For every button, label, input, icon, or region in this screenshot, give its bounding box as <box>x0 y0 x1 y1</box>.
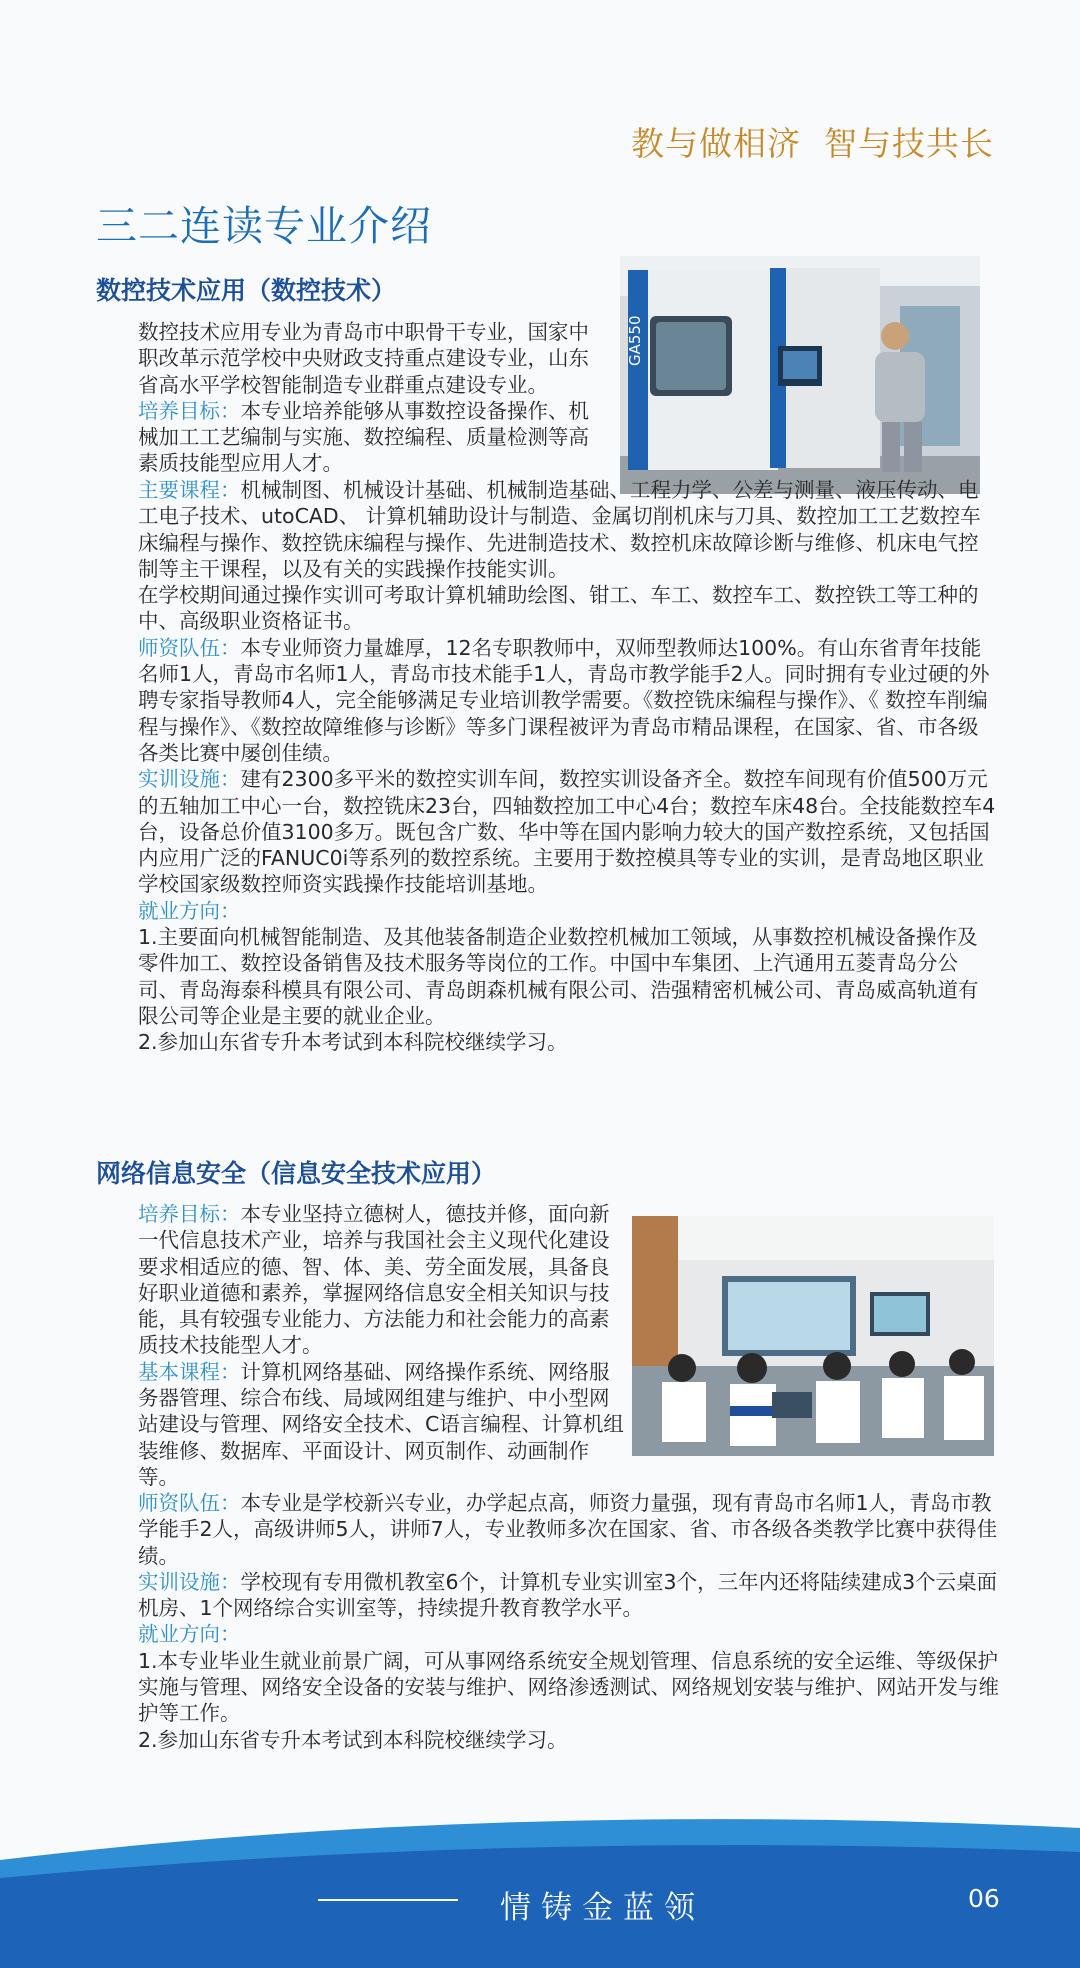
section2-courses-text: 计算机网络基础、网络操作系统、网络服务器管理、综合布线、局域网组建与维护、中小型网站建设与管理、网络安全技术、C语言编程、计算机组装维修、数据库、平面设计、网页制作、动画制作等。 <box>138 1359 624 1489</box>
section1-career-label: 就业方向： <box>138 898 241 923</box>
page-number: 06 <box>968 1884 1000 1913</box>
section1-intro-block <box>96 319 604 477</box>
section2-facility-label: 实训设施： <box>138 1569 241 1594</box>
section1-heading: 数控技术应用（数控技术） <box>96 276 397 305</box>
section2-courses <box>96 1359 628 1490</box>
slogan: 教与做相济 智与技共长 <box>631 124 994 163</box>
section1-teacher-label: 师资队伍： <box>138 635 241 660</box>
section2-heading: 网络信息安全（信息安全技术应用） <box>96 1159 497 1188</box>
section1-facility-label: 实训设施： <box>138 767 241 792</box>
section1-courses-text: 机械制图、机械设计基础、机械制造基础、工程力学、公差与测量、液压传动、电工电子技术、utoCAD、 计算机辅助设计与制造、金属切削机床与刀具、数控加工工艺数控车床编程与操作、数控铣床编程与操作、先进制造技术、数控机床故障诊断与维修、机床电气控制等主干课程，以及有关的实践操作技能实训。 <box>138 478 981 581</box>
footer <box>0 1800 1080 1968</box>
section1-goal <box>96 398 604 477</box>
section1-teachers-text: 本专业师资力量雄厚，12名专职教师中，双师型教师达100%。有山东省青年技能名师1人，青岛市名师1人，青岛市技术能手1人，青岛市教学能手2人。同时拥有专业过硬的外聘专家指导教师4人，完全能够满足专业培训教学需要。《数控铣床编程与操作》、《 数控车削编程与操作》、《数控故障维修与诊断》等多门课程被评为青岛市精品课程，在国家、省、市各级各类比赛中屡创佳绩。 <box>138 635 990 765</box>
section2-goal <box>96 1201 628 1359</box>
section2-teachers <box>96 1490 1002 1569</box>
section2-course-label: 基本课程： <box>138 1359 241 1384</box>
section2-career-label: 就业方向： <box>138 1622 241 1647</box>
section2-body <box>96 1490 1002 1753</box>
section2-goal-label: 培养目标： <box>138 1202 241 1226</box>
section1-certificates: 在学校期间通过操作实训可考取计算机辅助绘图、钳工、车工、数控车工、数控铁工等工种的中、高级职业资格证书。 <box>138 583 979 634</box>
computer-lab-photo <box>632 1216 994 1456</box>
section2-facilities <box>96 1569 1002 1622</box>
section2-career-1: 1.本专业毕业生就业前景广阔，可从事网络系统安全规划管理、信息系统的安全运维、等级保护实施与管理、网络安全设备的安装与维护、网络渗透测试、网络规划安装与维护、网站开发与维护等工作。 <box>138 1648 999 1726</box>
section1-career-1: 1.主要面向机械智能制造、及其他装备制造企业数控机械加工领域，从事数控机械设备操作及零件加工、数控设备销售及技术服务等岗位的工作。中国中车集团、上汽通用五菱青岛分公司、青岛海泰科模具有限公司、青岛朗森机械有限公司、浩强精密机械公司、青岛威高轨道有限公司等企业是主要的就业企业。 <box>138 925 979 1028</box>
section2-teacher-label: 师资队伍： <box>138 1491 241 1515</box>
section2-teachers-text: 本专业是学校新兴专业，办学起点高，师资力量强，现有青岛市名师1人，青岛市教学能手2人，高级讲师5人，讲师7人，专业教师多次在国家、省、市各级各类教学比赛中获得佳绩。 <box>138 1491 998 1568</box>
section1-body <box>96 477 996 1056</box>
page-title: 三二连读专业介绍 <box>96 202 432 250</box>
section1-goal-label: 培养目标： <box>138 398 241 423</box>
section1-teachers <box>96 635 996 766</box>
section1-courses <box>96 477 996 582</box>
section1-facilities <box>96 766 996 897</box>
section2-intro-block <box>96 1201 628 1490</box>
section1-intro: 数控技术应用专业为青岛市中职骨干专业，国家中职改革示范学校中央财政支持重点建设专业，山东省高水平学校智能制造专业群重点建设专业。 <box>138 320 589 397</box>
section1-goal-text: 本专业培养能够从事数控设备操作、机械加工工艺编制与实施、数控编程、质量检测等高素质技能型应用人才。 <box>138 398 589 476</box>
section2-facilities-text: 学校现有专用微机教室6个，计算机专业实训室3个，三年内还将陆续建成3个云桌面机房、1个网络综合实训室等，持续提升教育教学水平。 <box>138 1569 998 1621</box>
section1-career-heading <box>96 898 996 924</box>
section1-course-label: 主要课程： <box>138 478 241 502</box>
section1-career-2: 2.参加山东省专升本考试到本科院校继续学习。 <box>138 1030 568 1055</box>
footer-slogan: 情铸金蓝领 <box>500 1890 705 1926</box>
section2-career-heading <box>96 1621 1002 1647</box>
section2-career-2: 2.参加山东省专升本考试到本科院校继续学习。 <box>138 1727 568 1752</box>
svg-text:GA550: GA550 <box>626 315 644 366</box>
cnc-machine-photo <box>620 256 980 494</box>
section1-facilities-text: 建有2300多平米的数控实训车间，数控实训设备齐全。数控车间现有价值500万元的五轴加工中心一台，数控铣床23台，四轴数控加工中心4台；数控车床48台。全技能数控车4台，设备总价值3100多万。既包含广数、华中等在国内影响力较大的国产数控系统，又包括国内应用广泛的FANUC0i等系列的数控系统。主要用于数控模具等专业的实训，是青岛地区职业学校国家级数控师资实践操作技能培训基地。 <box>138 767 996 897</box>
section2-goal-text: 本专业坚持立德树人，德技并修，面向新一代信息技术产业，培养与我国社会主义现代化建设要求相适应的德、智、体、美、劳全面发展，具备良好职业道德和素养，掌握网络信息安全相关知识与技能，具有较强专业能力、方法能力和社会能力的高素质技术技能型人才。 <box>138 1202 610 1358</box>
